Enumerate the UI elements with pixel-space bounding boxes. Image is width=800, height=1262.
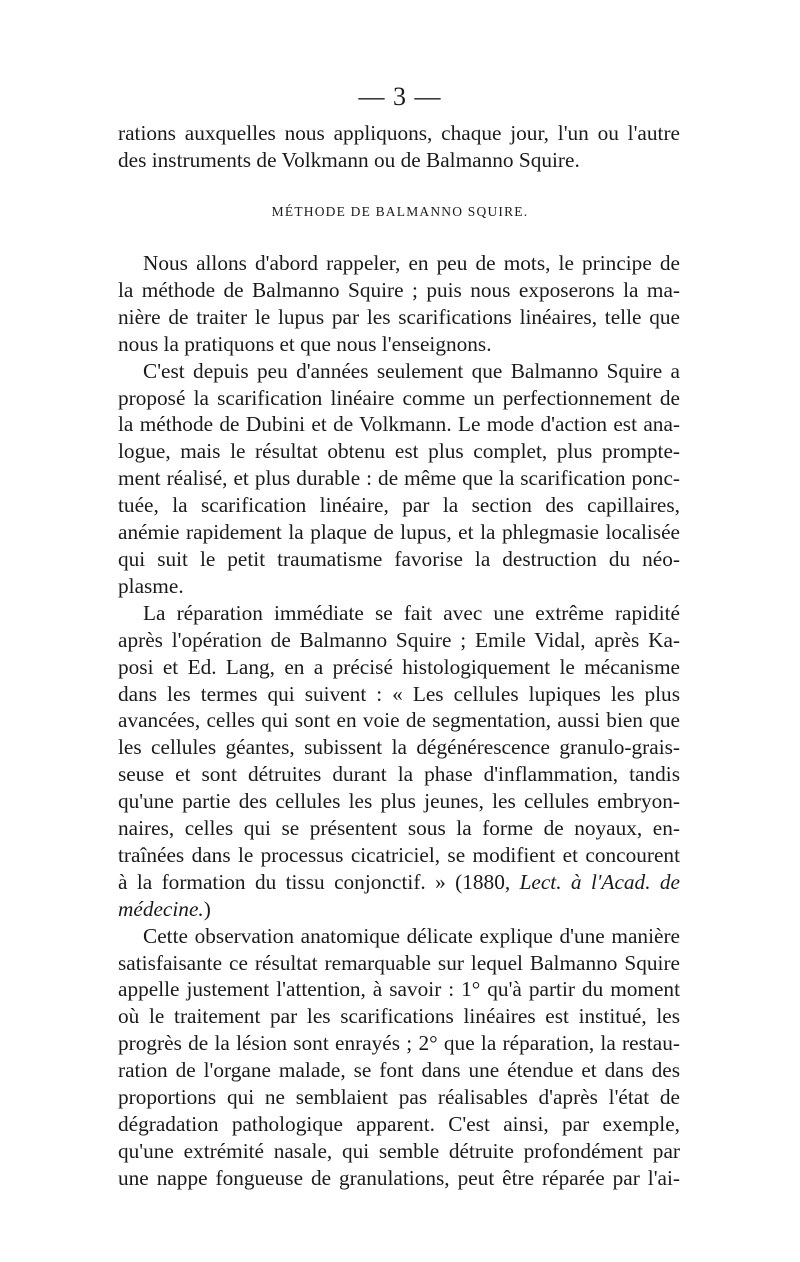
text-line: La réparation immédiate se fait avec une extrême rapidité [143, 600, 680, 625]
text-line: logue, mais le résultat obtenu est plus complet, plus prompte- [118, 439, 680, 464]
text-line: avancées, celles qui sont en voie de segmentation, aussi bien que [118, 708, 680, 733]
text-line: appelle justement l'attention, à savoir : 1° qu'à partir du moment [118, 977, 680, 1002]
text-line: les cellules géantes, subissent la dégénérescence granulo-grais- [118, 735, 680, 760]
text-line: où le traitement par les scarifications linéaires est institué, les [118, 1004, 680, 1029]
text-line: seuse et sont détruites durant la phase d'inflammation, tandis [118, 762, 680, 787]
text-line: naires, celles qui se présentent sous la forme de noyaux, en- [118, 816, 680, 841]
text-line: posi et Ed. Lang, en a précisé histologiquement le mécanisme [118, 654, 680, 679]
text-line: qui suit le petit traumatisme favorise la destruction du néo- [118, 546, 680, 571]
page-number: — 3 — [358, 82, 442, 111]
text-line: Nous allons d'abord rappeler, en peu de mots, le principe de [143, 251, 680, 275]
text-line: progrès de la lésion sont enrayés ; 2° que la réparation, la restau- [118, 1031, 680, 1056]
main-text [118, 250, 680, 1192]
citation-line [118, 869, 680, 896]
text-line: nous la pratiquons et que nous l'enseignons. [118, 331, 492, 356]
text-line: rations auxquelles nous appliquons, chaque jour, l'un ou l'autre [118, 121, 680, 145]
text-line: à la formation du tissu conjonctif. » [118, 869, 446, 894]
text-line: traînées dans le processus cicatriciel, se modifient et concourent [118, 842, 680, 867]
text-line: plasme. [118, 573, 184, 598]
citation-prefix: (1880, [455, 869, 520, 894]
text-line: C'est depuis peu d'années seulement que Balmanno Squire a [143, 358, 680, 383]
text-line: des instruments de Volkmann ou de Balmanno Squire. [118, 147, 580, 172]
text-line: la méthode de Dubini et de Volkmann. Le mode d'action est ana- [118, 412, 680, 437]
text-line: satisfaisante ce résultat remarquable sur lequel Balmanno Squire [118, 950, 680, 975]
text-line: Cette observation anatomique délicate explique d'une manière [143, 923, 680, 948]
section-heading: MÉTHODE DE BALMANNO SQUIRE. [271, 204, 529, 219]
citation-line-end [118, 896, 680, 923]
text-line: après l'opération de Balmanno Squire ; Emile Vidal, après Ka- [118, 627, 680, 652]
text-line: proposé la scarification linéaire comme un perfectionnement de [118, 385, 680, 410]
text-line: ment réalisé, et plus durable : de même que la scarification ponc- [118, 466, 680, 491]
text-line: dans les termes qui suivent : « Les cellules lupiques les plus [118, 681, 680, 706]
citation-suffix: ) [203, 896, 211, 921]
text-line: anémie rapidement la plaque de lupus, et la phlegmasie localisée [118, 520, 680, 545]
text-line: proportions qui ne semblaient pas réalisables d'après l'état de [118, 1085, 680, 1110]
text-line: tuée, la scarification linéaire, par la section des capillaires, [118, 493, 680, 518]
text-line: ration de l'organe malade, se font dans une étendue et dans des [118, 1058, 680, 1083]
citation-source-end: médecine. [118, 896, 204, 921]
text-line: qu'une extrémité nasale, qui semble détruite profondément par [118, 1138, 680, 1163]
text-line: dégradation pathologique apparent. C'est ainsi, par exemple, [118, 1112, 680, 1136]
text-line: qu'une partie des cellules les plus jeunes, les cellules embryon- [118, 789, 680, 814]
text-line: nière de traiter le lupus par les scarifications linéaires, telle que [118, 304, 680, 329]
text-line: la méthode de Balmanno Squire ; puis nous exposerons la ma- [118, 277, 680, 302]
citation-source: Lect. à l'Acad. de [519, 869, 681, 894]
intro-text [118, 120, 680, 174]
text-line: une nappe fongueuse de granulations, peut être réparée par l'ai- [118, 1165, 680, 1190]
